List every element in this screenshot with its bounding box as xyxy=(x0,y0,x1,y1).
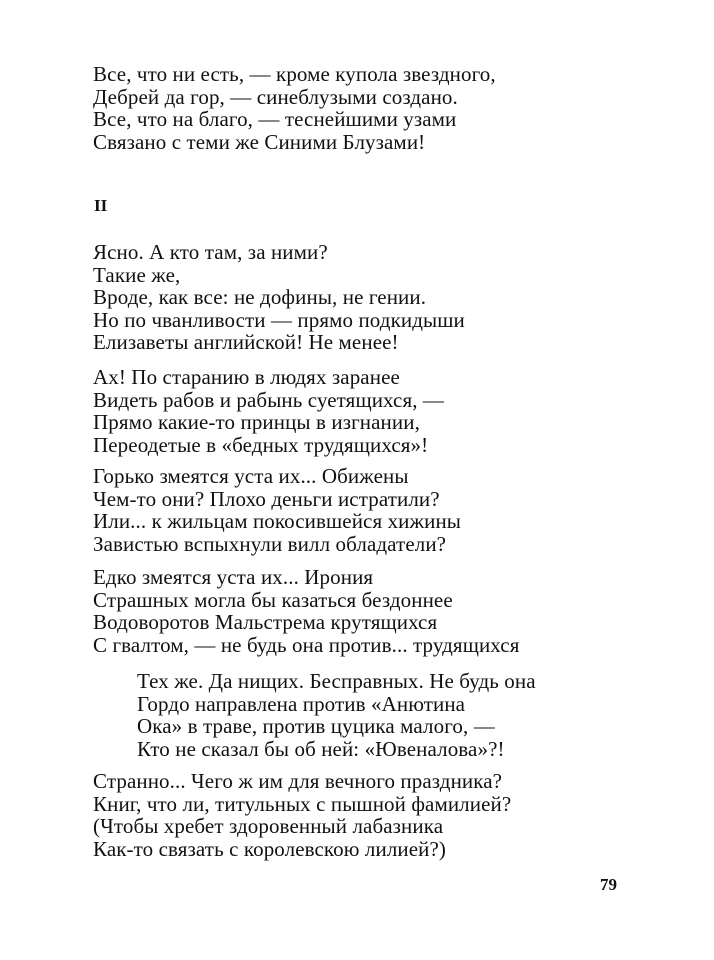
section-number: II xyxy=(94,196,108,215)
stanza-1 xyxy=(93,63,496,153)
verse-line: Елизаветы английской! Не менее! xyxy=(93,330,399,354)
verse-line: Дебрей да гор, — синеблузыми создано. xyxy=(93,84,458,109)
verse-line: Все, что ни есть, — кроме купола звездного, xyxy=(93,62,496,86)
verse-line: Книг, что ли, титульных с пышной фамилией? xyxy=(93,791,512,816)
verse-line: Странно... Чего ж им для вечного праздника? xyxy=(93,769,503,793)
stanza-2 xyxy=(93,241,465,354)
verse-line: Вроде, как все: не дофины, не гении. xyxy=(93,285,427,309)
verse-line: Гордо направлена против «Анютина xyxy=(137,691,466,716)
verse-line: Связано с теми же Синими Блузами! xyxy=(93,129,426,154)
verse-line: Как-то связать с королевскою лилией?) xyxy=(93,836,447,861)
verse-line: Страшных могла бы казаться бездоннее xyxy=(93,587,453,612)
stanza-7 xyxy=(93,770,511,860)
verse-line: Все, что на благо, — теснейшими узами xyxy=(93,107,457,131)
verse-line: Завистью вспыхнули вилл обладатели? xyxy=(93,531,447,556)
verse-line: Ах! По старанию в людях заранее xyxy=(93,365,400,389)
verse-line: Чем-то они? Плохо деньги истратили? xyxy=(93,486,440,511)
stanza-6-indented xyxy=(137,670,536,760)
verse-line: Видеть рабов и рабынь суетящихся, — xyxy=(93,387,445,412)
verse-line: (Чтобы хребет здоровенный лабазника xyxy=(93,814,444,838)
verse-line: Прямо какие-то принцы в изгнании, xyxy=(93,410,420,434)
verse-line: Горько змеятся уста их... Обижены xyxy=(93,464,409,488)
verse-line: Переодетые в «бедных трудящихся»! xyxy=(93,432,429,457)
page-number: 79 xyxy=(600,875,617,894)
verse-line: Ясно. А кто там, за ними? xyxy=(93,240,328,264)
verse-line: Тех же. Да нищих. Бесправных. Не будь она xyxy=(137,669,536,693)
stanza-4 xyxy=(93,465,461,555)
stanza-5 xyxy=(93,566,519,656)
verse-line: Но по чванливости — прямо подкидыши xyxy=(93,307,465,332)
verse-line: Кто не сказал бы об ней: «Ювеналова»?! xyxy=(137,736,505,761)
verse-line: С гвалтом, — не будь она против... трудящихся xyxy=(93,632,520,657)
stanza-3 xyxy=(93,366,444,456)
verse-line: Такие же, xyxy=(93,262,181,287)
verse-line: Или... к жильцам покосившейся хижины xyxy=(93,509,462,533)
verse-line: Водоворотов Мальстрема крутящихся xyxy=(93,610,438,634)
verse-line: Едко змеятся уста их... Ирония xyxy=(93,565,374,589)
verse-line: Ока» в траве, против цуцика малого, — xyxy=(137,714,495,738)
